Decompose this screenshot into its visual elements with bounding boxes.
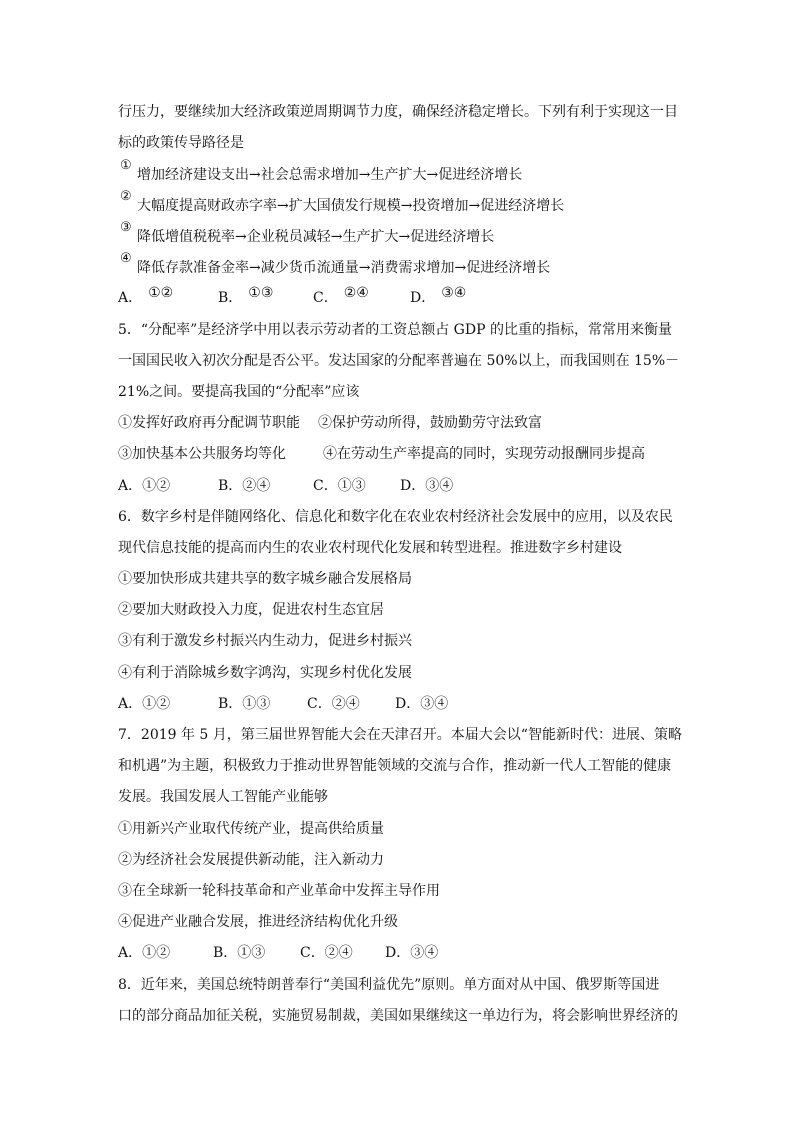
q7-option-b[interactable]: B．①③ [213, 945, 266, 961]
q4-option-a[interactable] [118, 285, 174, 308]
q4-option-c-letter: C． [313, 290, 338, 306]
q4-stem-line-2: 标的政策传导路径是 [118, 135, 244, 151]
q6-option-b[interactable]: B．①③ [218, 696, 271, 712]
q4-option-b[interactable] [218, 285, 274, 308]
q6-item-4: ④有利于消除城乡数字鸿沟，实现乡村优化发展 [118, 665, 412, 681]
q7-option-c[interactable]: C．②④ [300, 945, 353, 961]
q5-stem-line-3: 21%之间。要提高我国的“分配率”应该 [118, 384, 360, 400]
q5-option-d[interactable]: D．③④ [400, 478, 454, 494]
q5-item-1: ①发挥好政府再分配调节职能 [118, 415, 300, 431]
q7-item-2: ②为经济社会发展提供新动能，注入新动力 [118, 852, 384, 868]
q5-item-2: ②保护劳动所得，鼓励勤劳守法致富 [318, 415, 542, 431]
q6-item-3: ③有利于激发乡村振兴内生动力，促进乡村振兴 [118, 633, 412, 649]
q6-stem-line-1: 6．数字乡村是伴随网络化、信息化和数字化在农业农村经济社会发展中的应用，以及农民 [118, 509, 673, 525]
q5-item-4: ④在劳动生产率提高的同时，实现劳动报酬同步提高 [323, 446, 645, 462]
q7-option-d[interactable]: D．③④ [385, 945, 439, 961]
q4-item-1-text: 增加经济建设支出→社会总需求增加→生产扩大→促进经济增长 [137, 167, 523, 183]
q4-option-d-letter: D． [410, 290, 436, 306]
q8-stem-line-2: 口的部分商品加征关税，实施贸易制裁，美国如果继续这一单边行为，将会影响世界经济的 [118, 1008, 678, 1024]
q5-stem-line-2: 一国国民收入初次分配是否公平。发达国家的分配率普遍在 50%以上，而我国则在 15%－ [118, 353, 680, 369]
q4-item-2-marker: ② [120, 189, 132, 204]
q7-item-4: ④促进产业融合发展，推进经济结构优化升级 [118, 914, 398, 930]
q4-item-3-text: 降低增值税税率→企业税员减轻→生产扩大→促进经济增长 [137, 229, 495, 245]
q4-option-b-letter: B． [218, 290, 243, 306]
q4-option-d[interactable] [410, 285, 467, 308]
q7-item-1: ①用新兴产业取代传统产业，提高供给质量 [118, 821, 384, 837]
q4-item-3-marker: ③ [120, 220, 132, 235]
q6-option-a[interactable]: A．①② [118, 696, 171, 712]
q4-option-b-value: ①③ [248, 285, 274, 301]
q7-stem-line-1: 7．2019 年 5 月，第三届世界智能大会在天津召开。本届大会以“智能新时代：进展、策略 [118, 727, 682, 743]
q6-option-c[interactable]: C．②④ [307, 696, 360, 712]
q4-item-4-text: 降低存款准备金率→减少货币流通量→消费需求增加→促进经济增长 [137, 260, 551, 276]
q6-item-1: ①要加快形成共建共享的数字城乡融合发展格局 [118, 571, 412, 587]
q7-stem-line-2: 和机遇”为主题，积极致力于推动世界智能领域的交流与合作，推动新一代人工智能的健康 [118, 758, 672, 774]
q4-item-1-marker: ① [120, 158, 132, 173]
q6-stem-line-2: 现代信息技能的提高而内生的农业农村现代化发展和转型进程。推进数字乡村建设 [118, 540, 622, 556]
q4-option-a-letter: A． [118, 290, 143, 306]
q5-stem-line-1: 5．“分配率”是经济学中用以表示劳动者的工资总额占 GDP 的比重的指标，常常用来衡量 [118, 322, 672, 338]
q7-option-a[interactable]: A．①② [118, 945, 171, 961]
q4-option-a-value: ①② [148, 285, 174, 301]
q4-option-c[interactable] [313, 285, 369, 308]
q7-item-3: ③在全球新一轮科技革命和产业革命中发挥主导作用 [118, 883, 440, 899]
q4-option-d-value: ③④ [441, 285, 467, 301]
q7-stem-line-3: 发展。我国发展人工智能产业能够 [118, 789, 328, 805]
q4-item-2-text: 大幅度提高财政赤字率→扩大国债发行规模→投资增加→促进经济增长 [137, 198, 565, 214]
q5-item-3: ③加快基本公共服务均等化 [118, 446, 286, 462]
q6-option-d[interactable]: D．③④ [395, 696, 449, 712]
q5-option-a[interactable]: A．①② [118, 478, 171, 494]
q5-option-b[interactable]: B．②④ [218, 478, 271, 494]
q6-item-2: ②要加大财政投入力度，促进农村生态宜居 [118, 602, 384, 618]
q4-stem-line-1: 行压力，要继续加大经济政策逆周期调节力度，确保经济稳定增长。下列有利于实现这一目 [118, 104, 678, 120]
q4-item-4-marker: ④ [120, 251, 132, 266]
q8-stem-line-1: 8．近年来，美国总统特朗普奉行“美国利益优先”原则。单方面对从中国、俄罗斯等国进 [118, 977, 660, 993]
q5-option-c[interactable]: C．①③ [313, 478, 366, 494]
q4-option-c-value: ②④ [343, 285, 369, 301]
